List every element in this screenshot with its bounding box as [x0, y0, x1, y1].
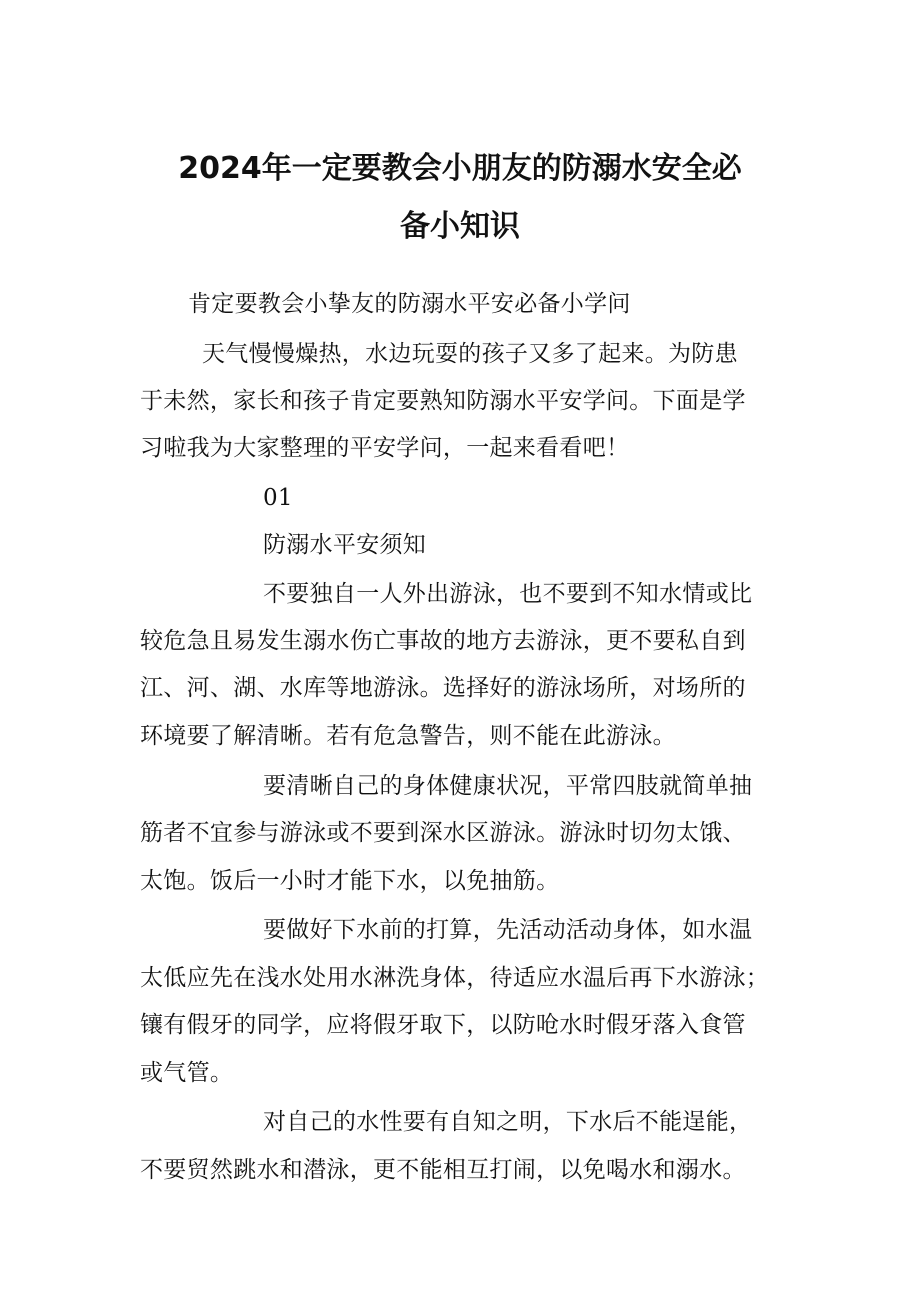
intro-heading: 肯定要教会小挚友的防溺水平安必备小学问 [188, 291, 631, 317]
paragraph-line: 筋者不宜参与游泳或不要到深水区游泳。游泳时切勿太饿、 [140, 820, 746, 846]
document-title-line-1: 2024年一定要教会小朋友的防溺水安全必 [178, 151, 742, 186]
paragraph-line: 对自己的水性要有自知之明，下水后不能逞能， [263, 1109, 753, 1135]
paragraph-line: 较危急且易发生溺水伤亡事故的地方去游泳，更不要私自到 [140, 628, 746, 654]
intro-paragraph-line: 习啦我为大家整理的平安学问，一起来看看吧！ [140, 435, 630, 461]
paragraph-line: 太饱。饭后一小时才能下水，以免抽筋。 [140, 868, 560, 894]
section-number: 01 [263, 485, 293, 511]
paragraph-line: 镶有假牙的同学，应将假牙取下，以防呛水时假牙落入食管 [140, 1012, 746, 1038]
intro-paragraph-line: 于未然，家长和孩子肯定要熟知防溺水平安学问。下面是学 [140, 388, 746, 414]
paragraph-line: 江、河、湖、水库等地游泳。选择好的游泳场所，对场所的 [140, 675, 746, 701]
paragraph-line: 或气管。 [140, 1060, 234, 1086]
paragraph-line: 环境要了解清晰。若有危急警告，则不能在此游泳。 [140, 723, 676, 749]
paragraph-line: 太低应先在浅水处用水淋洗身体，待适应水温后再下水游泳； [140, 965, 770, 991]
section-title: 防溺水平安须知 [263, 532, 427, 558]
document-title-line-2: 备小知识 [400, 209, 520, 244]
intro-paragraph-line: 天气慢慢燥热，水边玩耍的孩子又多了起来。为防患 [202, 341, 738, 367]
paragraph-line: 不要贸然跳水和潜泳，更不能相互打闹，以免喝水和溺水。 [140, 1157, 746, 1183]
paragraph-line: 不要独自一人外出游泳，也不要到不知水情或比 [263, 581, 753, 607]
paragraph-line: 要做好下水前的打算，先活动活动身体，如水温 [263, 917, 753, 943]
paragraph-line: 要清晰自己的身体健康状况，平常四肢就简单抽 [263, 773, 753, 799]
